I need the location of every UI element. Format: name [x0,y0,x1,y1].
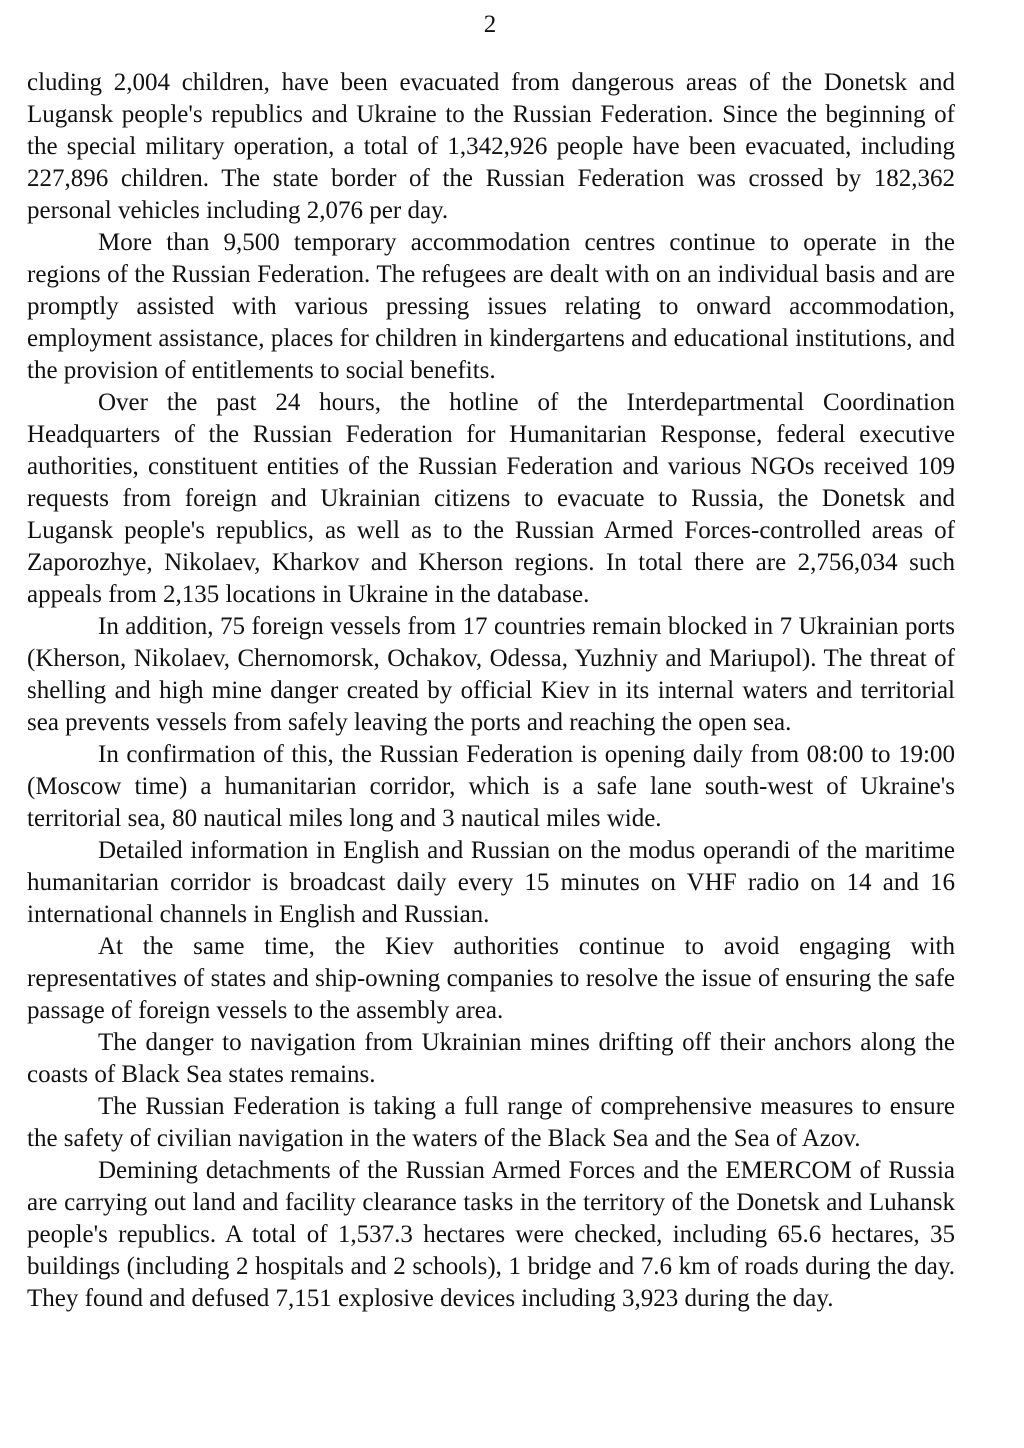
paragraph-humanitarian-corridor: In confirmation of this, the Russian Federation is opening daily from 08:00 to 19:00 (Moscow time) a humanitarian corridor, which is a safe lane south-west of Ukraine's territorial sea, 80 nautical miles long and 3 nautical miles wide. [27,741,955,832]
paragraph-hotline-requests: Over the past 24 hours, the hotline of the Interdepartmental Coordination Headquarters of the Russian Federation for Humanitarian Response, federal executive authorities, constituent entities of the Russian Federation and various NGOs received 109 requests from foreign and Ukrainian citizens to evacuate to Russia, the Donetsk and Lugansk people's republics, as well as to the Russian Armed Forces-controlled areas of Zaporozhye, Nikolaev, Kharkov and Kherson regions. In total there are 2,756,034 such appeals from 2,135 locations in Ukraine in the database. [27,389,955,608]
paragraph-kiev-authorities: At the same time, the Kiev authorities continue to avoid engaging with representatives of states and ship-owning companies to resolve the issue of ensuring the safe passage of foreign vessels to the assembly area. [27,933,955,1024]
paragraph-vhf-broadcast: Detailed information in English and Russian on the modus operandi of the maritime humanitarian corridor is broadcast daily every 15 minutes on VHF radio on 14 and 16 international channels in English and Russian. [27,837,955,928]
page-number: 2 [483,11,497,38]
paragraph-accommodation-centres: More than 9,500 temporary accommodation centres continue to operate in the regions of the Russian Federation. The refugees are dealt with on an individual basis and are promptly assisted with various pressing issues relating to onward accommodation, employment assistance, places for children in kindergartens and educational institutions, and the provision of entitlements to social benefits. [27,229,955,384]
document-body [27,67,955,1315]
paragraph-drifting-mines: The danger to navigation from Ukrainian mines drifting off their anchors along the coasts of Black Sea states remains. [27,1029,955,1088]
paragraph-navigation-safety: The Russian Federation is taking a full range of comprehensive measures to ensure the safety of civilian navigation in the waters of the Black Sea and the Sea of Azov. [27,1093,955,1152]
paragraph-evacuation-summary: cluding 2,004 children, have been evacuated from dangerous areas of the Donetsk and Lugansk people's republics and Ukraine to the Russian Federation. Since the beginning of the special military operation, a total of 1,342,926 people have been evacuated, including 227,896 children. The state border of the Russian Federation was crossed by 182,362 personal vehicles including 2,076 per day. [27,69,955,224]
paragraph-demining: Demining detachments of the Russian Armed Forces and the EMERCOM of Russia are carrying out land and facility clearance tasks in the territory of the Donetsk and Luhansk people's republics. A total of 1,537.3 hectares were checked, including 65.6 hectares, 35 buildings (including 2 hospitals and 2 schools), 1 bridge and 7.6 km of roads during the day. They found and defused 7,151 explosive devices including 3,923 during the day. [27,1157,955,1312]
paragraph-blocked-vessels: In addition, 75 foreign vessels from 17 countries remain blocked in 7 Ukrainian ports (Kherson, Nikolaev, Chernomorsk, Ochakov, Odessa, Yuzhniy and Mariupol). The threat of shelling and high mine danger created by official Kiev in its internal waters and territorial sea prevents vessels from safely leaving the ports and reaching the open sea. [27,613,955,736]
